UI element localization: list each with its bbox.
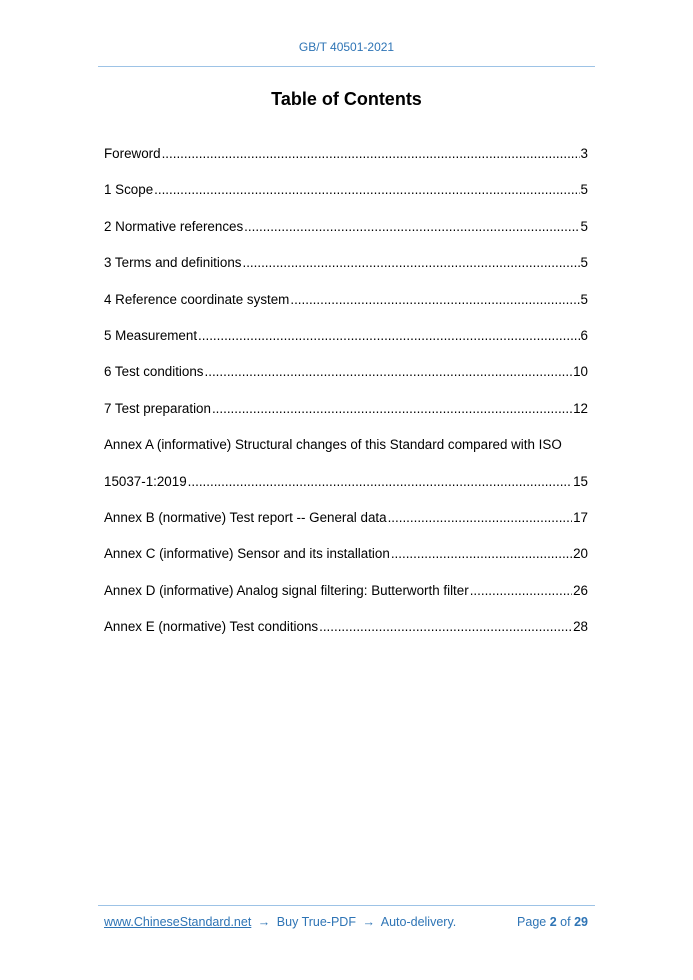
arrow-right-icon: → (362, 915, 375, 929)
toc-leader-dots (290, 291, 579, 309)
page-of-label: of (560, 915, 571, 929)
toc-leader-dots (388, 509, 573, 527)
toc-entry-label: Annex B (normative) Test report -- General data (104, 509, 387, 525)
toc-entry-page: 20 (573, 546, 588, 562)
toc-leader-dots (205, 363, 573, 381)
page-total: 29 (574, 915, 588, 929)
toc-entry-label: Annex C (informative) Sensor and its installation (104, 546, 390, 562)
buy-pdf-text: Buy True-PDF (276, 915, 356, 929)
toc-entry-annex-d[interactable] (104, 582, 588, 618)
toc-entry-label: 3 Terms and definitions (104, 255, 242, 271)
toc-entry-annex-b[interactable] (104, 509, 588, 545)
toc-entry-test-preparation[interactable] (104, 400, 588, 436)
toc-entry-page: 26 (573, 582, 588, 598)
toc-entry-reference-coordinate-system[interactable] (104, 291, 588, 327)
toc-entry-annex-a-line-1[interactable] (104, 436, 588, 472)
toc-entry-label: 5 Measurement (104, 327, 198, 343)
toc-leader-dots (242, 254, 579, 272)
toc-leader-dots (244, 218, 579, 236)
toc-entry-label: 7 Test preparation (104, 400, 211, 416)
website-link[interactable]: www.ChineseStandard.net (104, 915, 252, 929)
toc-entry-foreword[interactable] (104, 145, 588, 181)
toc-entry-label: 4 Reference coordinate system (104, 291, 290, 307)
arrow-right-icon: → (257, 915, 271, 929)
toc-entry-label: 2 Normative references (104, 218, 244, 234)
toc-entry-annex-e[interactable] (104, 618, 588, 654)
page-label: Page (517, 915, 547, 929)
toc-entry-page: 6 (580, 327, 588, 343)
toc-entry-scope[interactable] (104, 181, 588, 217)
toc-entry-label: Annex E (normative) Test conditions (104, 619, 319, 635)
toc-entry-test-conditions[interactable] (104, 363, 588, 399)
toc-entry-label: 1 Scope (104, 182, 154, 198)
toc-entry-measurement[interactable] (104, 327, 588, 363)
page-title: Table of Contents (271, 89, 422, 109)
toc-entry-label: Foreword (104, 146, 161, 161)
toc-entry-label: Annex A (informative) Structural changes of this Standard compared with ISO (104, 437, 562, 453)
toc-entry-annex-a-line-2[interactable] (104, 473, 588, 509)
toc-entry-terms-definitions[interactable] (104, 254, 588, 290)
toc-entry-page: 17 (573, 509, 588, 525)
toc-leader-dots (162, 145, 580, 163)
toc-entry-page: 12 (573, 400, 588, 416)
toc-entry-page: 5 (580, 291, 588, 307)
toc-leader-dots (198, 327, 580, 345)
toc-entry-page: 5 (580, 218, 588, 234)
toc-entry-page: 5 (580, 255, 588, 271)
page-number (517, 915, 588, 929)
toc-leader-dots (212, 400, 572, 418)
page-footer (104, 915, 588, 929)
toc-entry-label: 6 Test conditions (104, 364, 204, 380)
document-id-header: GB/T 40501-2021 (298, 40, 395, 54)
toc-entry-label: Annex D (informative) Analog signal filtering: Butterworth filter (104, 582, 469, 598)
toc-entry-page: 15 (573, 473, 588, 489)
toc-entry-annex-c[interactable] (104, 545, 588, 581)
toc-leader-dots (188, 473, 572, 491)
toc-entry-page: 28 (573, 619, 588, 635)
footer-divider (98, 905, 595, 906)
toc-leader-dots (470, 582, 572, 600)
page-current: 2 (549, 915, 557, 929)
header-divider (98, 66, 595, 67)
auto-delivery-text: Auto-delivery. (380, 915, 457, 929)
toc-entry-page: 3 (580, 146, 588, 161)
table-of-contents (104, 145, 588, 654)
footer-promo (104, 915, 456, 929)
toc-entry-page: 5 (580, 182, 588, 198)
toc-entry-normative-references[interactable] (104, 218, 588, 254)
toc-leader-dots (154, 181, 579, 199)
toc-entry-page: 10 (573, 364, 588, 380)
toc-leader-dots (391, 545, 572, 563)
toc-leader-dots (319, 618, 572, 636)
toc-entry-label: 15037-1:2019 (104, 473, 187, 489)
